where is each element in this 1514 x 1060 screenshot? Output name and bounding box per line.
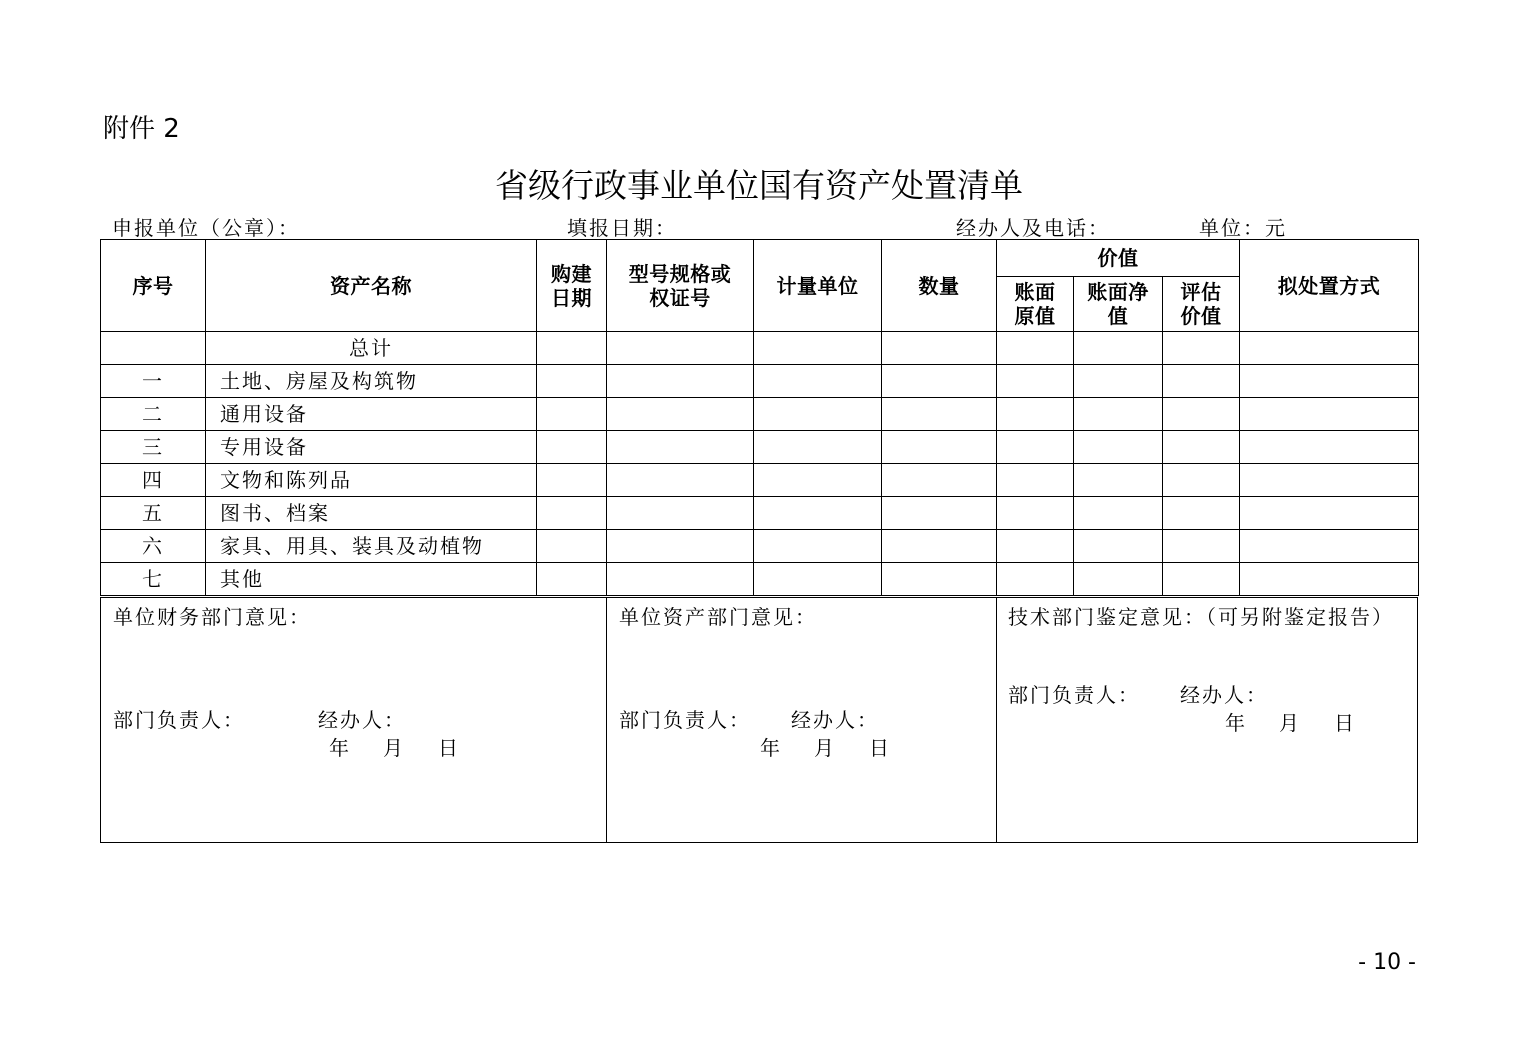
currency-unit-label: 单位：元 [1199,216,1287,240]
cell [882,365,997,398]
cell [1074,464,1163,497]
cell [1074,365,1163,398]
cell [754,563,882,596]
tech-handler-label: 经办人： [1180,683,1268,707]
cell [997,497,1074,530]
header-buy-date-line1: 购建 [551,261,592,286]
cell [1240,464,1419,497]
table-row [101,365,1419,398]
cell [537,497,607,530]
header-model-line2: 权证号 [649,285,711,310]
cell [1163,530,1240,563]
table-row [101,431,1419,464]
row-seq: 四 [101,464,206,497]
cell [882,431,997,464]
finance-opinion-title: 单位财务部门意见： [113,605,311,629]
cell [1074,530,1163,563]
cell [754,464,882,497]
asset-month: 月 [814,736,836,760]
cell [1240,563,1419,596]
page-title: 省级行政事业单位国有资产处置清单 [495,166,1023,205]
row-name: 通用设备 [206,398,537,431]
finance-year: 年 [329,736,351,760]
cell [754,398,882,431]
cell [997,398,1074,431]
cell [1163,365,1240,398]
asset-opinion [606,598,997,842]
opinions-section [100,597,1418,843]
cell [537,464,607,497]
finance-handler-label: 经办人： [318,708,406,732]
cell [607,431,754,464]
cell [1240,497,1419,530]
header-model-line1: 型号规格或 [628,261,732,286]
header-book-original [997,277,1074,332]
row-seq: 五 [101,497,206,530]
cell [754,497,882,530]
cell [882,497,997,530]
row-seq: 二 [101,398,206,431]
row-name: 专用设备 [206,431,537,464]
row-name: 其他 [206,563,537,596]
row-name: 土地、房屋及构筑物 [206,365,537,398]
table-row [101,530,1419,563]
header-book-original-line1: 账面 [1014,280,1056,304]
cell [1240,530,1419,563]
header-value-group: 价值 [997,240,1240,277]
tech-day: 日 [1334,711,1356,735]
table-row [101,563,1419,596]
cell [754,431,882,464]
row-seq: 六 [101,530,206,563]
table-row [101,464,1419,497]
cell [997,431,1074,464]
header-book-original-line2: 原值 [1014,304,1056,328]
cell [1163,431,1240,464]
cell [607,464,754,497]
cell [1240,332,1419,365]
tech-year: 年 [1225,711,1247,735]
cell [537,563,607,596]
table-row [101,398,1419,431]
total-label: 总计 [206,332,537,365]
header-assessed-line2: 价值 [1180,304,1222,328]
table-row [101,497,1419,530]
asset-opinion-title: 单位资产部门意见： [619,605,817,629]
header-disposal: 拟处置方式 [1240,240,1419,332]
report-date-label: 填报日期： [567,216,677,240]
tech-head-label: 部门负责人： [1008,683,1140,707]
cell [754,365,882,398]
cell [537,530,607,563]
row-name: 文物和陈列品 [206,464,537,497]
header-measure-unit: 计量单位 [754,240,882,332]
cell [754,332,882,365]
cell [607,497,754,530]
asset-handler-label: 经办人： [791,708,879,732]
cell [101,332,206,365]
cell [1163,398,1240,431]
header-asset-name: 资产名称 [206,240,537,332]
cell [1074,332,1163,365]
header-buy-date [537,240,607,332]
cell [1163,563,1240,596]
cell [607,398,754,431]
asset-year: 年 [760,736,782,760]
asset-head-label: 部门负责人： [619,708,751,732]
finance-day: 日 [438,736,460,760]
finance-month: 月 [383,736,405,760]
cell [882,398,997,431]
header-seq: 序号 [101,240,206,332]
cell [1074,398,1163,431]
cell [537,431,607,464]
cell [607,530,754,563]
row-name: 家具、用具、装具及动植物 [206,530,537,563]
cell [882,464,997,497]
disposal-table [100,239,1419,596]
cell [882,563,997,596]
row-name: 图书、档案 [206,497,537,530]
handler-phone-label: 经办人及电话： [956,216,1110,240]
cell [1074,563,1163,596]
header-quantity: 数量 [882,240,997,332]
total-row [101,332,1419,365]
cell [997,332,1074,365]
cell [1163,497,1240,530]
header-book-net-line2: 值 [1107,304,1129,328]
cell [1240,431,1419,464]
tech-opinion [996,598,1417,842]
cell [1163,332,1240,365]
header-book-net-line1: 账面净 [1087,280,1149,304]
row-seq: 七 [101,563,206,596]
header-buy-date-line2: 日期 [551,285,592,310]
cell [607,332,754,365]
cell [1240,398,1419,431]
cell [1074,431,1163,464]
cell [754,530,882,563]
attachment-label: 附件 2 [103,114,180,144]
reporting-unit-label: 申报单位（公章）： [112,216,300,240]
cell [607,365,754,398]
header-model [607,240,754,332]
header-assessed-line1: 评估 [1180,280,1222,304]
cell [537,398,607,431]
cell [537,365,607,398]
page-number: - 10 - [1358,950,1416,975]
row-seq: 一 [101,365,206,398]
cell [997,530,1074,563]
cell [607,563,754,596]
cell [1163,464,1240,497]
header-row-1 [101,240,1419,277]
asset-day: 日 [869,736,891,760]
cell [997,464,1074,497]
header-assessed [1163,277,1240,332]
cell [997,365,1074,398]
tech-month: 月 [1279,711,1301,735]
tech-opinion-title: 技术部门鉴定意见：（可另附鉴定报告） [1008,605,1394,629]
cell [537,332,607,365]
row-seq: 三 [101,431,206,464]
cell [882,530,997,563]
header-book-net [1074,277,1163,332]
cell [1074,497,1163,530]
finance-head-label: 部门负责人： [113,708,245,732]
cell [882,332,997,365]
cell [997,563,1074,596]
finance-opinion [101,598,606,842]
cell [1240,365,1419,398]
